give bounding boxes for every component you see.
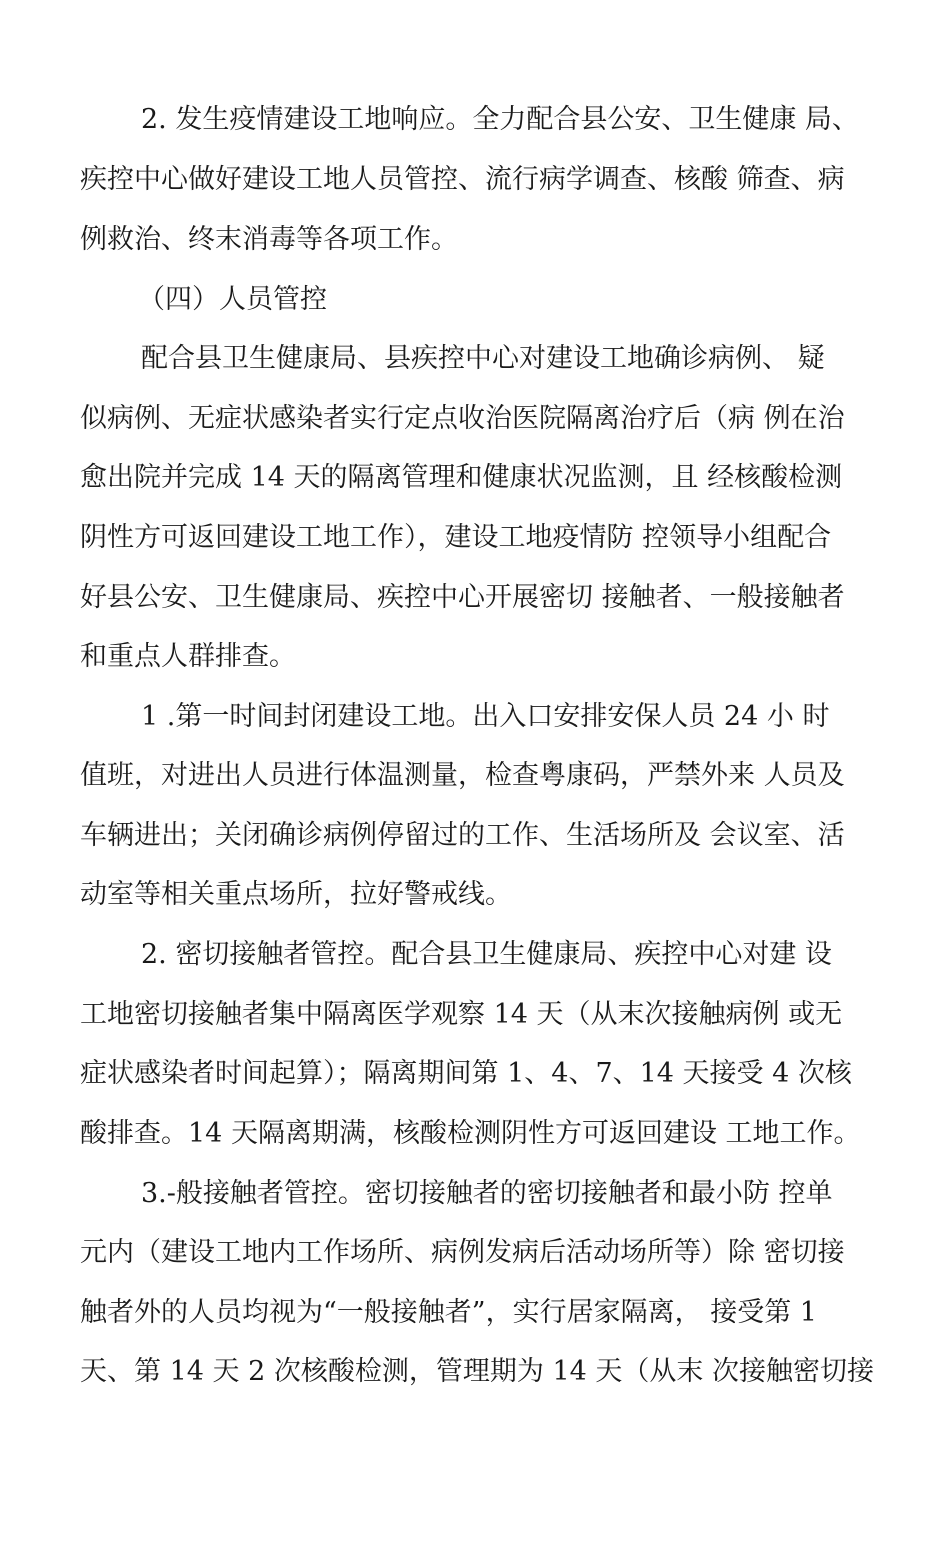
- text-line: 愈出院并完成 14 天的隔离管理和健康状况监测，且 经核酸检测: [80, 462, 843, 493]
- text-line: 工地密切接触者集中隔离医学观察 14 天（从末次接触病例 或无: [80, 999, 843, 1030]
- text-line: 好县公安、卫生健康局、疾控中心开展密切 接触者、一般接触者: [80, 582, 845, 613]
- text-line: 例救治、终末消毒等各项工作。: [80, 224, 458, 255]
- text-line: 值班，对进出人员进行体温测量，检查粤康码，严禁外来 人员及: [80, 760, 845, 791]
- text-line: 动室等相关重点场所，拉好警戒线。: [80, 879, 512, 910]
- text-line: 阴性方可返回建设工地工作），建设工地疫情防 控领导小组配合: [80, 522, 832, 553]
- text-line: 2. 发生疫情建设工地响应。全力配合县公安、卫生健康 局、: [141, 104, 859, 135]
- text-line: 天、第 14 天 2 次核酸检测，管理期为 14 天（从末 次接触密切接: [80, 1356, 874, 1387]
- text-line: 酸排查。14 天隔离期满，核酸检测阴性方可返回建设 工地工作。: [80, 1118, 861, 1149]
- text-line: 症状感染者时间起算）；隔离期间第 1、4、7、14 天接受 4 次核: [80, 1058, 852, 1089]
- text-line: 和重点人群排查。: [80, 641, 296, 672]
- text-line: 3.-般接触者管控。密切接触者的密切接触者和最小防 控单: [141, 1178, 833, 1209]
- section-heading: （四）人员管控: [138, 284, 327, 315]
- text-line: 似病例、无症状感染者实行定点收治医院隔离治疗后（病 例在治: [80, 403, 845, 434]
- text-line: 2. 密切接触者管控。配合县卫生健康局、疾控中心对建 设: [141, 939, 832, 970]
- text-line: 1 .第一时间封闭建设工地。出入口安排安保人员 24 小 时: [141, 701, 830, 732]
- text-line: 触者外的人员均视为“一般接触者”，实行居家隔离， 接受第 1: [80, 1297, 817, 1328]
- text-line: 配合县卫生健康局、县疾控中心对建设工地确诊病例、 疑: [141, 343, 825, 374]
- text-line: 元内（建设工地内工作场所、病例发病后活动场所等）除 密切接: [80, 1237, 845, 1268]
- text-line: 疾控中心做好建设工地人员管控、流行病学调查、核酸 筛查、病: [80, 164, 845, 195]
- text-line: 车辆进出；关闭确诊病例停留过的工作、生活场所及 会议室、活: [80, 820, 845, 851]
